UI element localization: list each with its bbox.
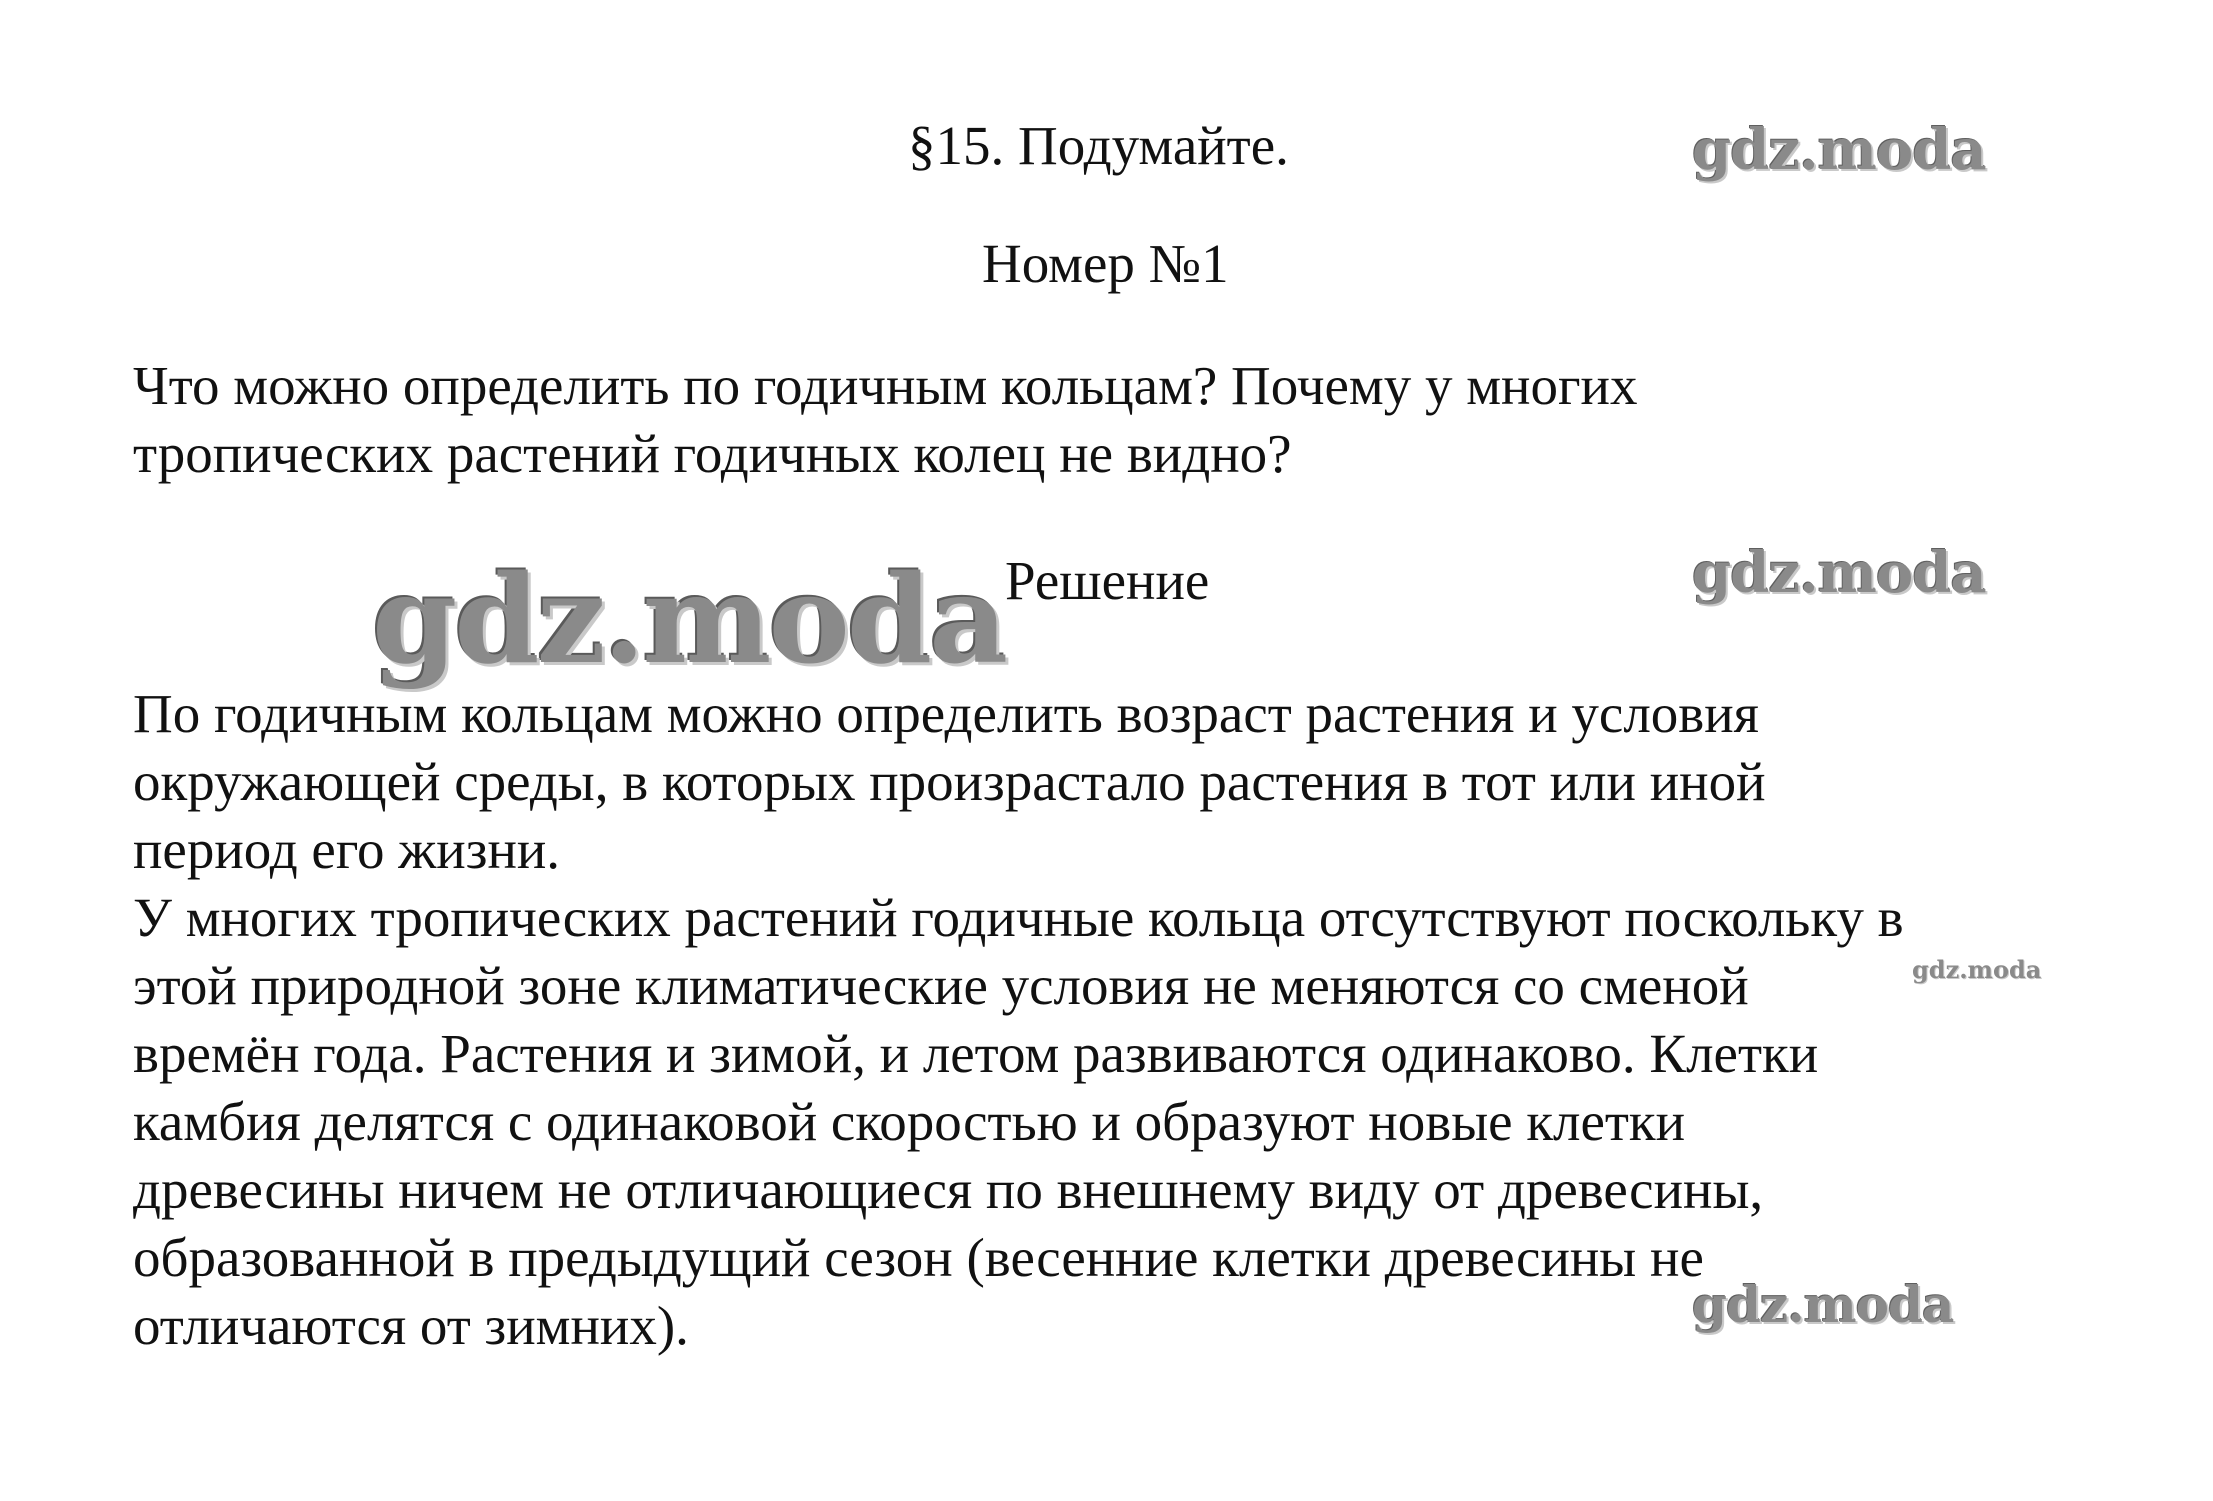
answer-line: По годичным кольцам можно определить возраст растения и условия — [133, 683, 1759, 744]
answer-line: период его жизни. — [133, 819, 561, 880]
answer-line: У многих тропических растений годичные кольца отсутствуют поскольку в — [133, 887, 1904, 948]
watermark: gdz.moda — [372, 547, 1006, 691]
answer-line: этой природной зоне климатические условия не меняются со сменой — [133, 955, 1749, 1016]
section-title: §15. Подумайте. — [908, 115, 1289, 176]
answer-line: окружающей среды, в которых произрастало растения в тот или иной — [133, 751, 1766, 812]
answer-text — [133, 680, 1904, 1360]
watermark: gdz.moda — [1692, 540, 1986, 606]
number-title: Номер №1 — [982, 233, 1229, 294]
answer-line: образованной в предыдущий сезон (весенние клетки древесины не — [133, 1227, 1704, 1288]
watermark: gdz.moda — [1692, 117, 1986, 183]
answer-line: отличаются от зимних). — [133, 1295, 689, 1356]
question-text — [133, 352, 1637, 488]
question-line: тропических растений годичных колец не видно? — [133, 423, 1292, 484]
answer-line: камбия делятся с одинаковой скоростью и образуют новые клетки — [133, 1091, 1686, 1152]
answer-line: времён года. Растения и зимой, и летом развиваются одинаково. Клетки — [133, 1023, 1819, 1084]
watermark: gdz.moda — [1912, 955, 2042, 984]
watermark: gdz.moda — [1692, 1275, 1954, 1334]
question-line: Что можно определить по годичным кольцам? Почему у многих — [133, 355, 1638, 416]
solution-title: Решение — [1005, 550, 1210, 611]
answer-line: древесины ничем не отличающиеся по внешнему виду от древесины, — [133, 1159, 1764, 1220]
